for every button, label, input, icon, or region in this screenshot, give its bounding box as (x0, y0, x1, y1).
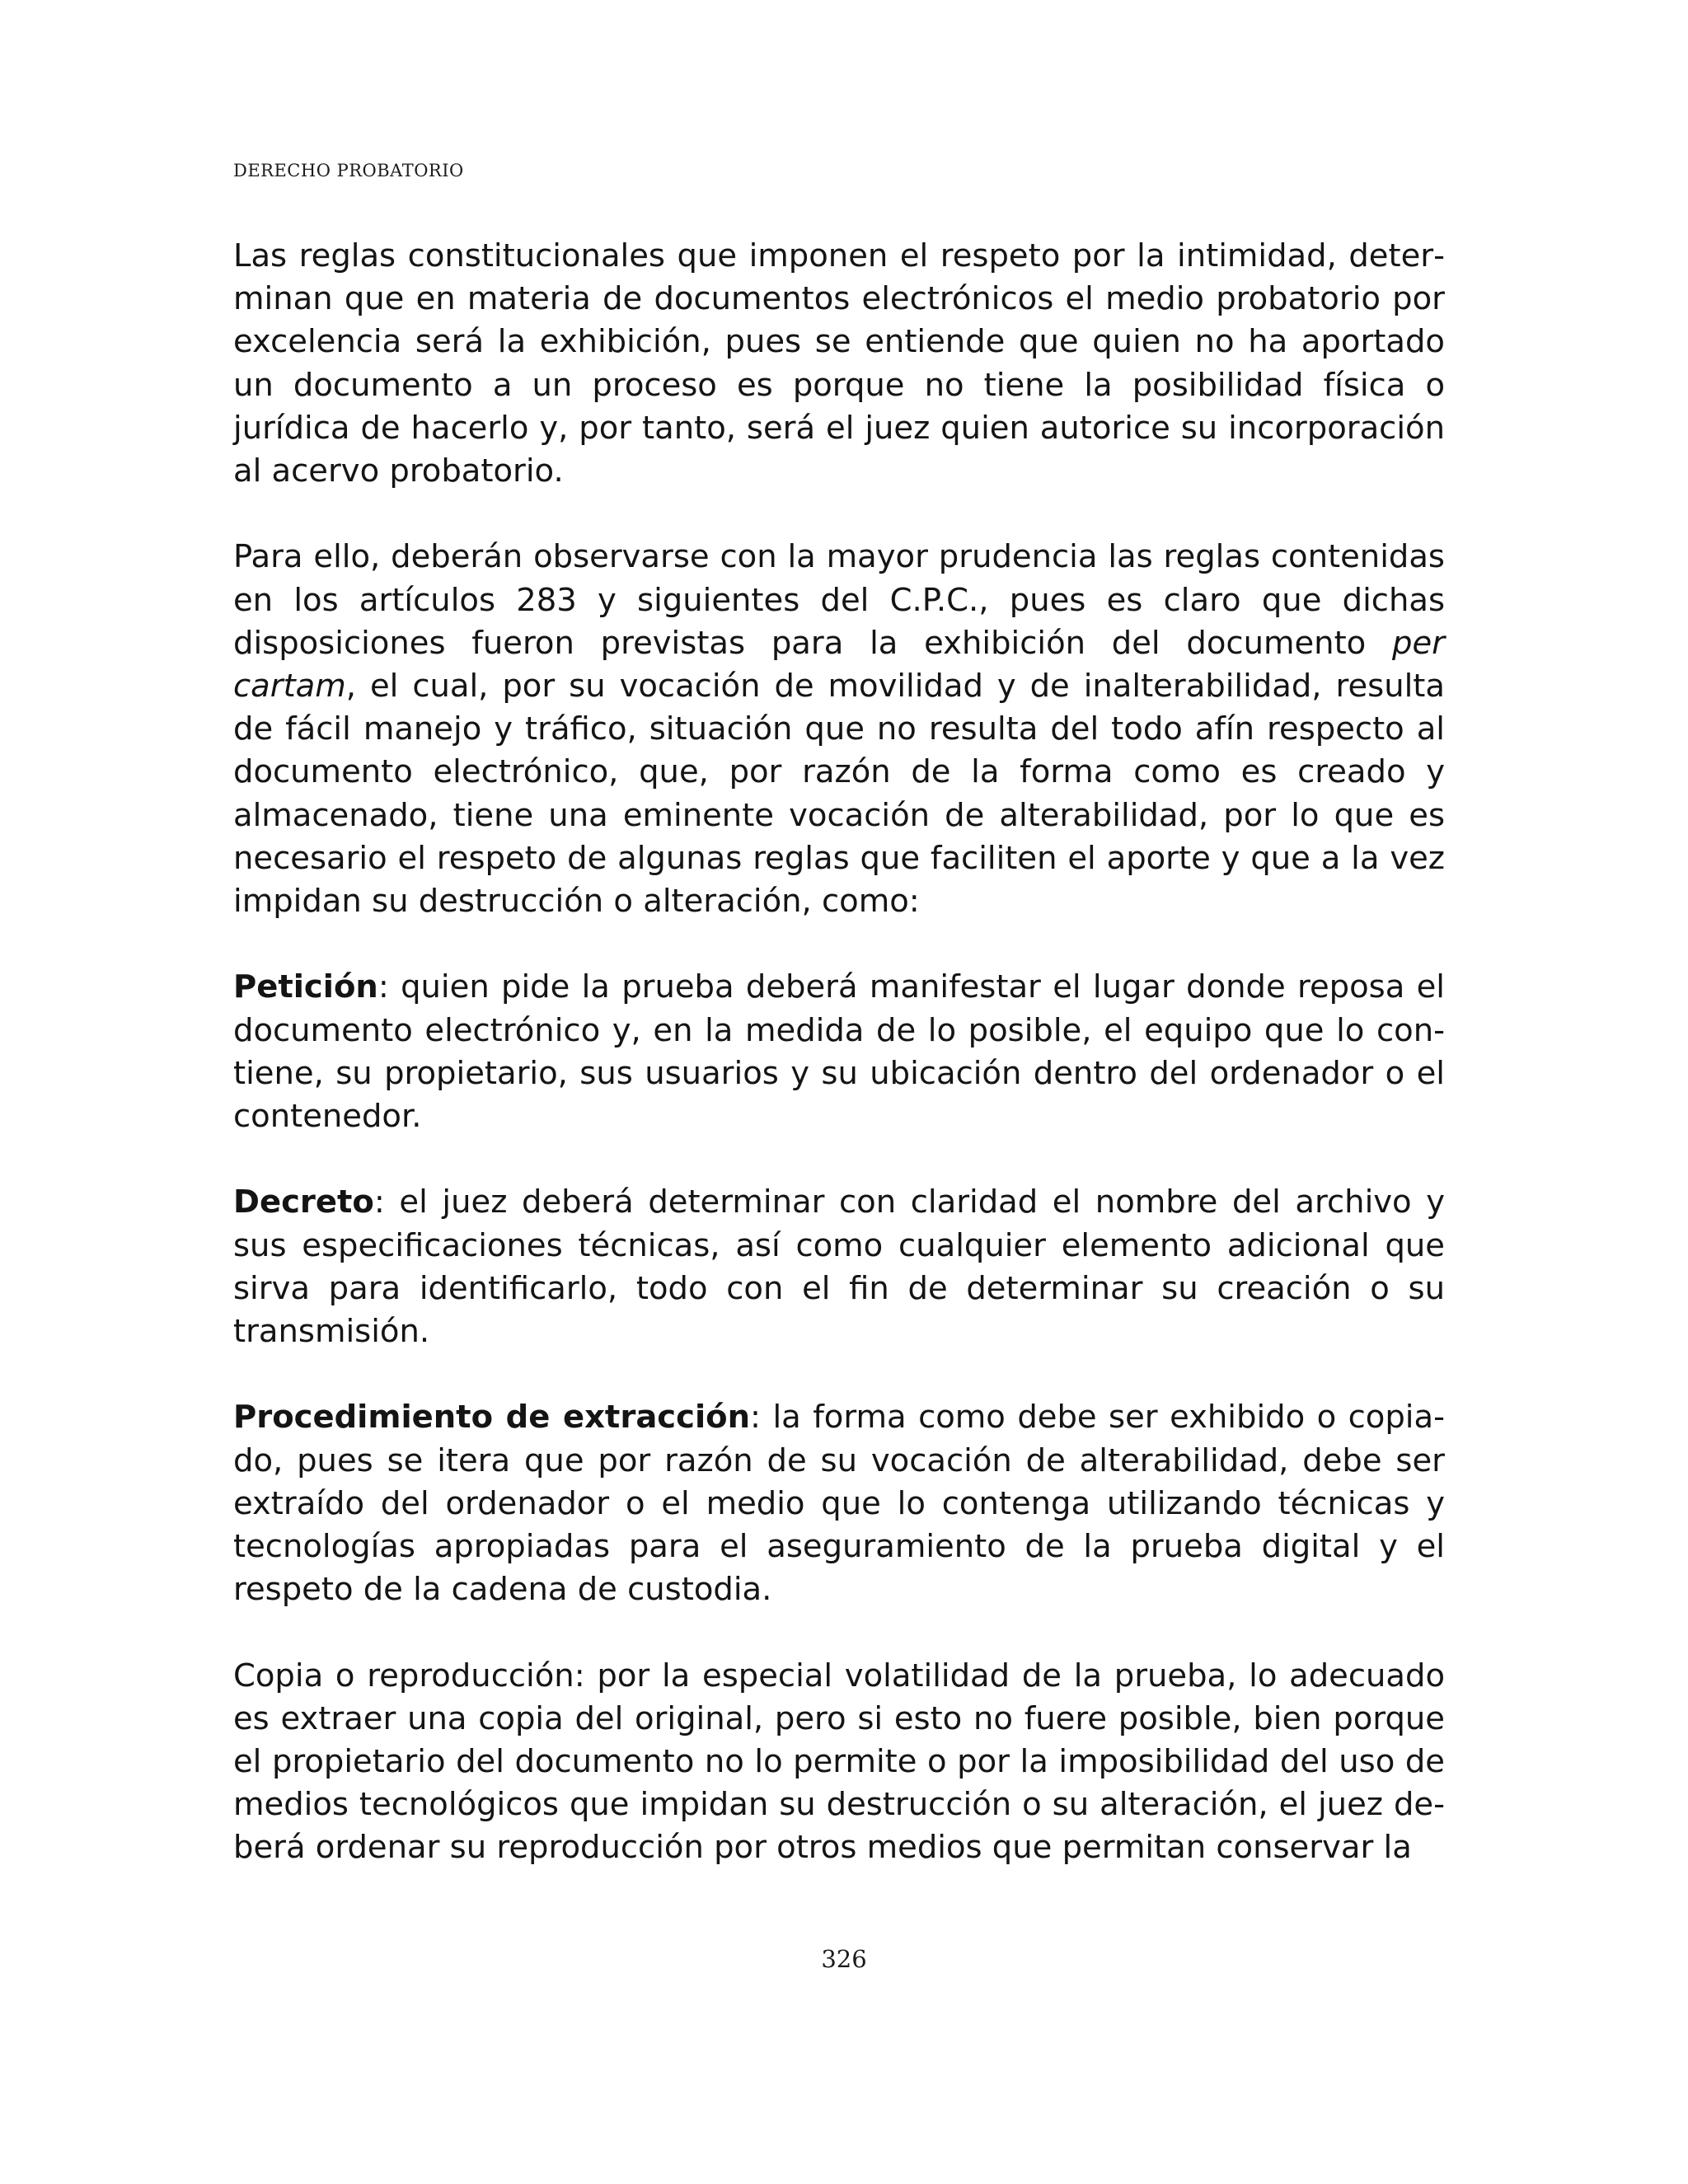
term-heading: Procedimiento de extracción (233, 1399, 751, 1436)
term-heading: Decreto (233, 1183, 374, 1221)
running-header: DERECHO PROBATORIO (233, 161, 464, 180)
page-number: 326 (821, 1945, 867, 1973)
paragraph-text: , el cual, por su vocación de movilidad y de inalterabilidad, resulta de fácil manejo y tráfico, situación que no resulta del todo afín respecto al documento electrónico, que, por razón de la forma como es creado y almacenado, tiene una eminente vocación de alterabilidad, por lo que es necesario el respeto de algunas reglas que faciliten el aporte y que a la vez impidan su destrucción o alteración, como: (233, 668, 1445, 921)
paragraph-text: : el juez deberá determinar con claridad el nombre del archivo y sus especificaciones técnicas, así como cualquier elemento adicional que sirva para identificarlo, todo con el fin de determinar su creación o su transmisión. (233, 1183, 1445, 1351)
paragraph-text: : quien pide la prueba deberá manifestar el lugar donde reposa el documento electrónico y, en la medida de lo posible, el equipo que lo contiene, su propietario, sus usuarios y su ubicación dentro del ordenador o el contenedor. (233, 968, 1445, 1136)
paragraph-text: Para ello, deberán observarse con la mayor prudencia las reglas contenidas en los artículos 283 y siguientes del C.P.C., pues es claro que dichas disposiciones fueron previstas para la exhibición del documento (233, 538, 1445, 662)
paragraph-text: : la forma como debe ser exhibido o copiado, pues se itera que por razón de su vocación de alterabilidad, debe ser extraído del ordenador o el medio que lo contenga utilizando técnicas y tecnologías apropiadas para el aseguramiento de la prueba digital y el respeto de la cadena de custodia. (233, 1399, 1445, 1609)
paragraph-peticion (233, 966, 1445, 1138)
paragraph-copia: Copia o reproducción: por la especial volatilidad de la prueba, lo adecuado es extraer una copia del original, pero si esto no fuere posible, bien porque el propietario del documento no lo permite o por la imposibilidad del uso de medios tecnológicos que impidan su destrucción o su alteración, el juez deberá ordenar su reproducción por otros medios que permitan conservar la (233, 1657, 1445, 1867)
paragraph-procedimiento (233, 1396, 1445, 1611)
term-heading: Petición (233, 968, 378, 1006)
paragraph-reglas-cpc (233, 536, 1445, 923)
latin-term: per cartam (233, 624, 1445, 705)
paragraph-intimidad: Las reglas constitucionales que imponen el respeto por la intimidad, determinan que en materia de documentos electrónicos el medio probatorio por excelencia será la exhibición, pues se entiende que quien no ha aportado un documento a un proceso es porque no tiene la posibilidad física o jurídica de hacerlo y, por tanto, será el juez quien autorice su incorporación al acervo probatorio. (233, 237, 1445, 490)
body-text (233, 235, 1445, 1870)
paragraph-decreto (233, 1181, 1445, 1353)
